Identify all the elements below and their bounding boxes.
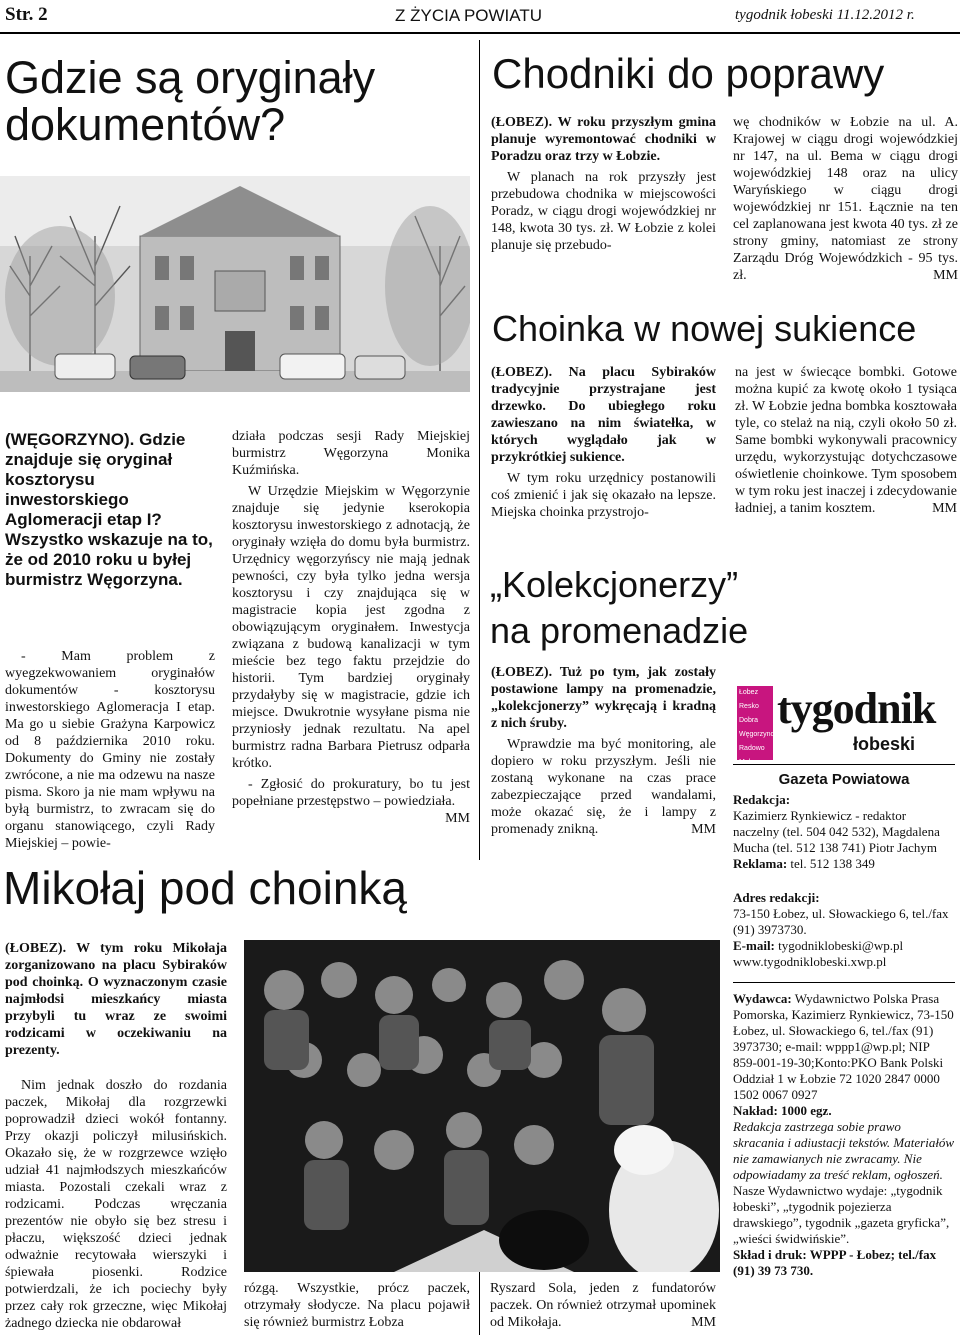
photo-santa-children [244,940,720,1272]
article-title-mikolaj: Mikołaj pod choinką [3,862,408,914]
body-mikolaj-col3: Ryszard Sola, jeden z fundatorów paczek. On również otrzymał upominek od Mikołaja. MM [490,1281,716,1330]
sklad-druk: Skład i druk: WPPP - Łobez; tel./fax (91) 39 73 730. [733,1247,937,1278]
adres-text: 73-150 Łobez, ul. Słowackiego 6, tel./fax (91) 3973730. [733,906,949,937]
redakcja-label: Redakcja: [733,792,791,807]
wydawnictwo-wydaje: Nasze Wydawnictwo wydaje: „tygodnik łobeski”, „tygodnik pojezierza drawskiego”, tygodnik „gazeta gryficka”, „wieści świdwińskie”. [733,1183,950,1246]
email-link[interactable]: tygodniklobeski@wp.pl [778,938,904,953]
reklama-text: tel. 512 138 349 [790,856,875,871]
logo-subtitle: łobeski [853,734,916,754]
adres-label: Adres redakcji: [733,890,820,905]
column-divider [479,40,480,860]
logo-title: tygodnik [777,684,936,733]
body-chodniki-col1: (ŁOBEZ). W roku przyszłym gmina planuje wyremontować chodniki w Poradzu oraz trzy w Łobzie. W planach na rok przyszły jest przebudowa chodnika w miejscowości Poradz, w ciągu drogi wojewódzkiej nr 148, kwota 30 tys. zł. W Łobzie z kolei planuje się przebudo- [491,115,716,253]
issue-info: tygodnik łobeski 11.12.2012 r. [735,7,915,23]
body-chodniki-col2: wę chodników w Łobzie na ul. A. Krajowej w ciągu drogi wojewódzkiej nr 147, na ul. Bema w ciągu drogi wojewódzkiej 148 oraz na ulicy Waryńskiego w ciągu drogi wojewódzkiej nr 151. Łącznie na ten cel zaplanowana jest kwota 40 tys. zł ze strony gminy, natomiast ze strony Zarządu Dróg Wojewódzkich - 95 tys. zł. MM [733,115,958,283]
author-signature: MM [445,811,470,826]
section-title: Z ŻYCIA POWIATU [395,6,543,25]
body-dokumenty-col2: działa podczas sesji Rady Miejskiej burmistrz Węgorzyna Monika Kuźmińska. W Urzędzie Miejskim w Węgorzynie znajduje się jedynie kserokopia kosztorysu inwestorskiego z adnotacją, że oryginały wzięła do domu była burmistrz. Urzędnicy węgorzyńscy nie mają jednak pewności, czy była tylko jedna wersja kosztorysu i czy znajdująca się w magistracie kopia jest zgodna z obowiązującym oryginałem. Inwestycja związana z budową kanalizacji w tym mieście bez tego faktu przejdzie do historii. Tym bardziej oryginały przydałyby się w magistracie, gdzie ich miejsce. Dwukrotnie wysyłane pisma nie przyniosły jednak rezultatu. Na apel burmistrz radna Barbara Pietrusz odparła krótko. - Zgłosić do prokuratury, bo tu jest popełniane przestępstwo – powiedziała. MM [232,429,470,826]
wydawca-text: Wydawnictwo Polska Prasa Pomorska, Kazimierz Rynkiewicz, 73-150 Łobez, ul. Słowackiego 6, tel./fax (91) 3973730; e-mail: wppp1@wp.pl; NIP 859-001-19-30;Konto:PKO Bank Polski Oddział 1 w Łobzie 72 1020 2847 0000 1502 0067 0927 [733,991,954,1102]
logo-towns-strip: Łobez Resko Dobra Węgorzyno Radowo Małe [737,686,773,760]
author-signature: MM [932,501,957,516]
header-rule [0,32,960,34]
article-title-chodniki: Chodniki do poprawy [492,50,885,97]
logo-tygodnik-lobeski [733,684,955,765]
www-link[interactable]: www.tygodniklobeski.xwp.pl [733,954,887,969]
body-kolekcjonerzy: (ŁOBEZ). Tuż po tym, jak zostały postawione lampy na promenadzie, „kolekcjonerzy” wykręcają i kradną z nich śruby. Wprawdzie ma być monitoring, ale dopiero w roku przyszłym. Jeśli nie zostaną wykonane na czas prace zabezpieczające przed wandalami, może okazać się, że i lampy z promenady znikną. MM [491,665,716,837]
photo-town-hall [0,176,470,392]
body-mikolaj-col1: (ŁOBEZ). W tym roku Mikołaja zorganizowano na placu Sybiraków pod choinką. O wyznaczonym czasie najmłodsi mieszkańcy miasta przybyli tu wraz ze swoimi rodzicami w oczekiwaniu na prezenty. Nim jednak doszło do rozdania paczek, Mikołaj dla rozgrzewki poprowadził dzieci wokół fontanny. Przy okazji policzył milusińskich. Okazało się, że w rozgrzewce wzięło udział 41 najmłodszych mieszkańców miasta. Pozostali czekali wraz z rodzicami. Podczas wręczania prezentów nie obyło się bez stresu i płaczu, większość dzieci jednak odważnie recytowała wierszyki i śpiewała piosenki. Rodzice potwierdzali, że ich pociechy były przez cały rok grzeczne, więc Mikołaj żadnego dziecka nie obdarował [5,941,227,1331]
body-choinka-col2: na jest w świecące bombki. Gotowe można kupić za kwotę około 1 tysiąca zł. W Łobzie jedna bombka kosztowała tyle, co stelaż na nią, czyli około 50 zł. Same bombki wykonywali pracownicy urzędu, wykorzystując dotychczasowe oświetlenie choinkowe. Tym sposobem w tym roku jest inaczej i zdecydowanie ładniej, a tanim kosztem. MM [735,365,957,516]
body-choinka-col1: (ŁOBEZ). Na placu Sybiraków tradycyjnie przystrajane jest drzewko. Do ubiegłego roku zawieszano na nim światełka, w których wyglądało jak w przykrótkiej sukience. W tym roku urzędnicy postanowili coś zmienić i jak się okazało na lepsze. Miejska choinka przystrojo- [491,365,716,520]
zastrzezenie: Redakcja zastrzega sobie prawo skracania i adiustacji tekstów. Materiałów nie zamawianych nie zwracamy. Nie odpowiadamy za treść reklam, ogłoszeń. [733,1119,955,1182]
body-dokumenty-col1: - Mam problem z wyegzekwowaniem oryginałów dokumentów - kosztorysu inwestorskiego Aglomeracja I etap. Ma go u siebie Grażyna Karpowicz od 8 października 2010 roku. Dokumenty do Gminy nie zostały zwrócone, a nie ma odzewu na nasze pisma. Skoro ja nie mam wpływu na byłą burmistrz, to zwracam się do organu stanowiącego, czyli Rady Miejskiej – powie- [5,649,215,851]
reklama-label: Reklama: [733,856,788,871]
article-title-kolekcjonerzy: „Kolekcjonerzy” na promenadzie [490,564,749,651]
body-mikolaj-col2: rózgą. Wszystkie, prócz paczek, otrzymały słodycze. Na placu pojawił się również burmistrz Łobza [244,1281,470,1330]
article-title-choinka: Choinka w nowej sukience [492,308,917,349]
masthead-box [733,684,955,1279]
town-hall-image [0,176,470,392]
email-label: E-mail: [733,938,775,953]
author-signature: MM [691,822,716,837]
author-signature: MM [691,1315,716,1330]
wydawca-label: Wydawca: [733,991,792,1006]
masthead-name: Gazeta Powiatowa [778,771,910,788]
redakcja-text: Kazimierz Rynkiewicz - redaktor naczelny (tel. 504 042 532), Magdalena Mucha (tel. 512 138 741) Piotr Jachym [733,808,940,855]
lead-dokumenty: (WĘGORZYNO). Gdzie znajduje się oryginał kosztorysu inwestorskiego Aglomeracji etap I? Wszystko wskazuje na to, że od 2010 roku u byłej burmistrz Węgorzyna. [5,430,213,589]
article-title-dokumenty: Gdzie są oryginały dokumentów? [5,52,376,151]
author-signature: MM [933,268,958,283]
santa-children-image [244,940,720,1272]
page-number: Str. 2 [5,4,48,25]
naklad: Nakład: 1000 egz. [733,1103,832,1118]
